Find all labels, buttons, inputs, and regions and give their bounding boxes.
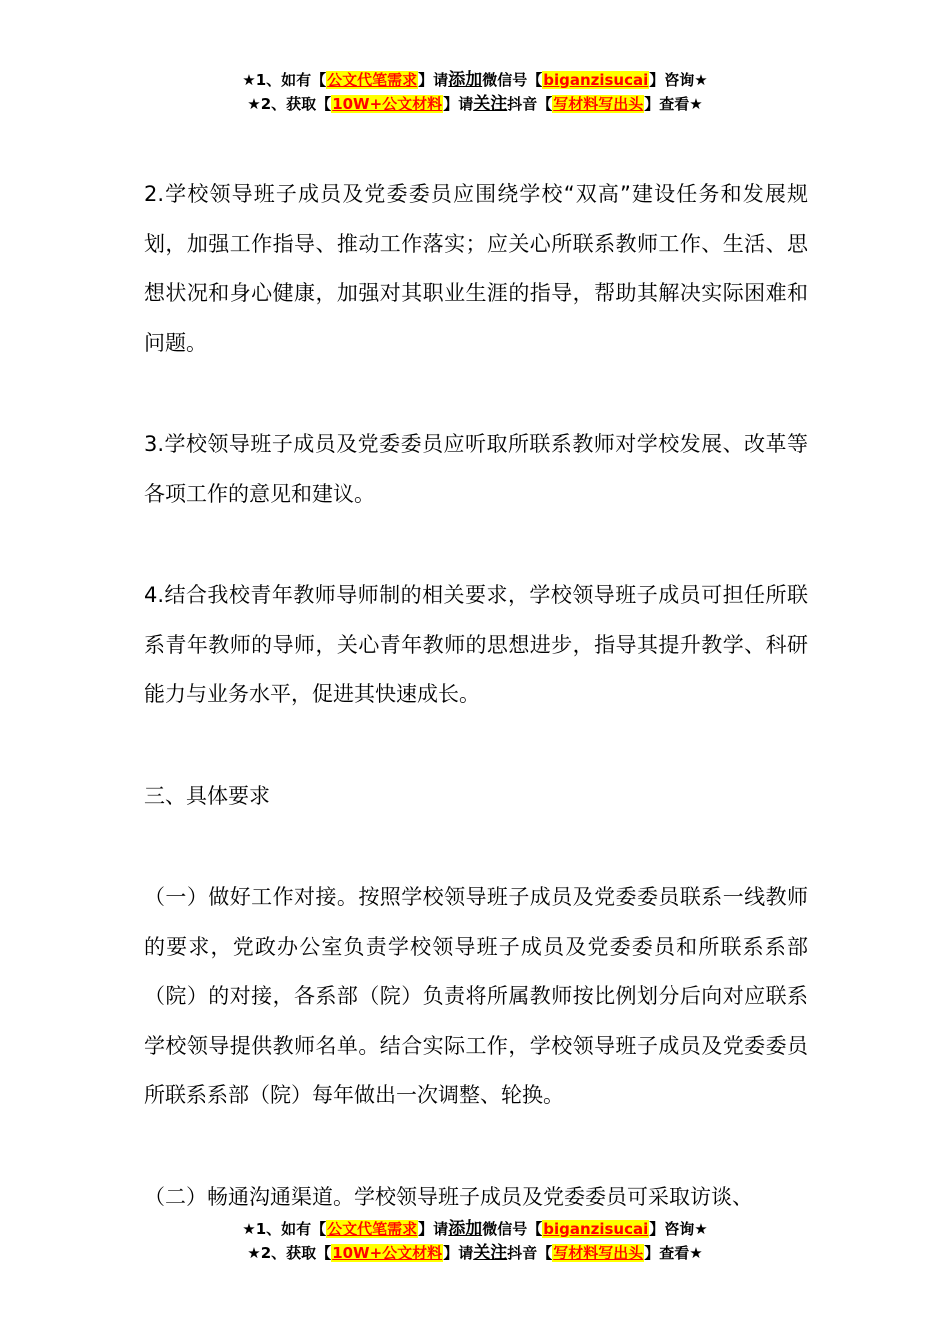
banner-douyin-id: 写材料写出头	[553, 95, 644, 113]
paragraph-gap	[144, 519, 808, 571]
banner-wechat-id: biganzisucai	[543, 71, 649, 89]
top-banner	[0, 68, 950, 116]
paragraph-gap	[144, 821, 808, 873]
banner-line-1: ★1、如有【公文代笔需求】请添加微信号【biganzisucai】咨询★	[242, 1219, 708, 1239]
paragraph-item-4: 4.结合我校青年教师导师制的相关要求，学校领导班子成员可担任所联系青年教师的导师，关心青年教师的思想进步，指导其提升教学、科研能力与业务水平，促进其快速成长。	[144, 583, 808, 706]
banner-douyin-id: 写材料写出头	[553, 1244, 644, 1262]
document-body	[144, 170, 808, 1222]
paragraph-gap	[144, 1121, 808, 1173]
section-heading: 三、具体要求	[144, 783, 270, 808]
requirement-1: （一）做好工作对接。按照学校领导班子成员及党委委员联系一线教师的要求，党政办公室负责学校领导班子成员及党委委员和所联系系部（院）的对接，各系部（院）负责将所属教师按比例划分后向对应联系学校领导提供教师名单。结合实际工作，学校领导班子成员及党委委员所联系系部（院）每年做出一次调整、轮换。	[144, 885, 808, 1107]
paragraph-item-2: 2.学校领导班子成员及党委委员应围绕学校“双高”建设任务和发展规划，加强工作指导、推动工作落实；应关心所联系教师工作、生活、思想状况和身心健康，加强对其职业生涯的指导，帮助其解决实际困难和问题。	[144, 182, 808, 355]
banner-line-1: ★1、如有【公文代笔需求】请添加微信号【biganzisucai】咨询★	[242, 70, 708, 90]
requirement-2: （二）畅通沟通渠道。学校领导班子成员及党委委员可采取访谈、	[144, 1184, 753, 1209]
banner-highlight: 10W+公文材料	[332, 95, 443, 113]
banner-highlight: 公文代笔需求	[327, 1220, 418, 1238]
banner-highlight: 10W+公文材料	[332, 1244, 443, 1262]
paragraph-item-3: 3.学校领导班子成员及党委委员应听取所联系教师对学校发展、改革等各项工作的意见和建议。	[144, 432, 808, 506]
banner-line-2: ★2、获取【10W+公文材料】请关注抖音【写材料写出头】查看★	[247, 1243, 703, 1263]
bottom-banner	[0, 1217, 950, 1265]
paragraph-gap	[144, 720, 808, 772]
paragraph-gap	[144, 368, 808, 420]
banner-highlight: 公文代笔需求	[327, 71, 418, 89]
banner-line-2: ★2、获取【10W+公文材料】请关注抖音【写材料写出头】查看★	[247, 94, 703, 114]
banner-wechat-id: biganzisucai	[543, 1220, 649, 1238]
